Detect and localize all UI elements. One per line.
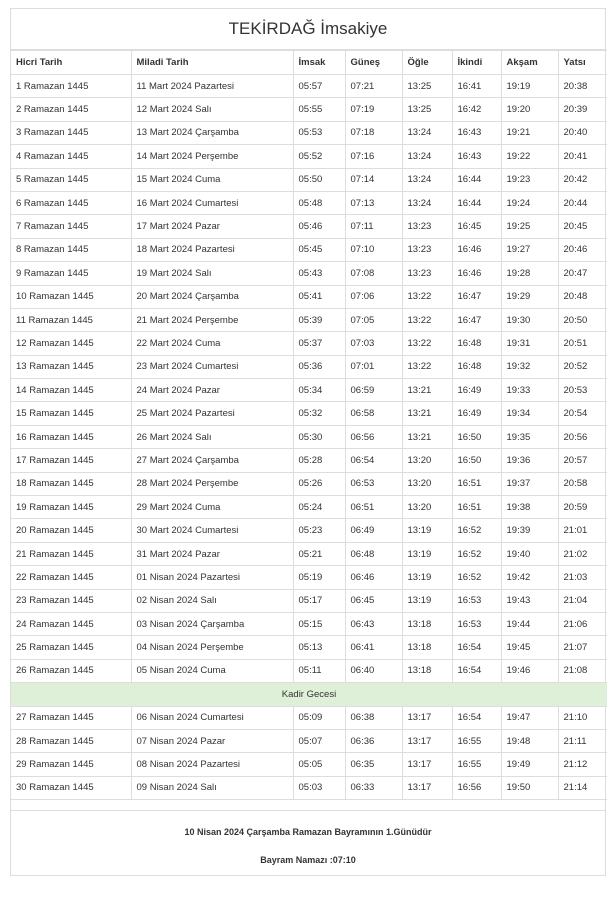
cell-miladi: 14 Mart 2024 Perşembe xyxy=(131,145,293,168)
cell-ogle: 13:19 xyxy=(402,542,452,565)
cell-aksam: 19:31 xyxy=(501,332,558,355)
cell-ogle: 13:19 xyxy=(402,589,452,612)
cell-hicri: 14 Ramazan 1445 xyxy=(11,379,131,402)
cell-gunes: 07:13 xyxy=(345,191,402,214)
table-row xyxy=(11,332,607,355)
cell-hicri: 3 Ramazan 1445 xyxy=(11,121,131,144)
cell-yatsi: 21:03 xyxy=(558,566,607,589)
cell-imsak: 05:46 xyxy=(293,215,345,238)
cell-ikindi: 16:49 xyxy=(452,402,501,425)
table-row xyxy=(11,566,607,589)
cell-miladi: 05 Nisan 2024 Cuma xyxy=(131,659,293,682)
cell-miladi: 16 Mart 2024 Cumartesi xyxy=(131,191,293,214)
cell-gunes: 07:08 xyxy=(345,262,402,285)
cell-imsak: 05:45 xyxy=(293,238,345,261)
cell-ogle: 13:21 xyxy=(402,402,452,425)
header-miladi: Miladi Tarih xyxy=(131,51,293,75)
bayram-prayer-time: Bayram Namazı :07:10 xyxy=(260,855,356,866)
cell-ogle: 13:23 xyxy=(402,262,452,285)
cell-miladi: 22 Mart 2024 Cuma xyxy=(131,332,293,355)
cell-ogle: 13:19 xyxy=(402,566,452,589)
cell-hicri: 23 Ramazan 1445 xyxy=(11,589,131,612)
header-hicri: Hicri Tarih xyxy=(11,51,131,75)
cell-yatsi: 20:38 xyxy=(558,75,607,98)
cell-ikindi: 16:51 xyxy=(452,496,501,519)
cell-gunes: 06:56 xyxy=(345,425,402,448)
cell-aksam: 19:21 xyxy=(501,121,558,144)
table-row xyxy=(11,121,607,144)
cell-imsak: 05:09 xyxy=(293,706,345,729)
cell-aksam: 19:36 xyxy=(501,449,558,472)
cell-imsak: 05:57 xyxy=(293,75,345,98)
cell-imsak: 05:32 xyxy=(293,402,345,425)
cell-imsak: 05:53 xyxy=(293,121,345,144)
cell-miladi: 21 Mart 2024 Perşembe xyxy=(131,308,293,331)
cell-ogle: 13:18 xyxy=(402,659,452,682)
cell-gunes: 06:46 xyxy=(345,566,402,589)
cell-aksam: 19:44 xyxy=(501,612,558,635)
bayram-footer xyxy=(11,810,605,869)
cell-gunes: 06:41 xyxy=(345,636,402,659)
cell-aksam: 19:45 xyxy=(501,636,558,659)
cell-gunes: 07:14 xyxy=(345,168,402,191)
cell-aksam: 19:39 xyxy=(501,519,558,542)
cell-aksam: 19:33 xyxy=(501,379,558,402)
cell-ogle: 13:25 xyxy=(402,75,452,98)
cell-ogle: 13:18 xyxy=(402,612,452,635)
table-row xyxy=(11,215,607,238)
cell-imsak: 05:39 xyxy=(293,308,345,331)
cell-imsak: 05:23 xyxy=(293,519,345,542)
cell-ogle: 13:17 xyxy=(402,706,452,729)
cell-aksam: 19:30 xyxy=(501,308,558,331)
table-row xyxy=(11,191,607,214)
cell-miladi: 23 Mart 2024 Cumartesi xyxy=(131,355,293,378)
cell-yatsi: 21:07 xyxy=(558,636,607,659)
cell-hicri: 20 Ramazan 1445 xyxy=(11,519,131,542)
cell-yatsi: 21:11 xyxy=(558,729,607,752)
cell-gunes: 07:03 xyxy=(345,332,402,355)
cell-yatsi: 20:44 xyxy=(558,191,607,214)
cell-hicri: 28 Ramazan 1445 xyxy=(11,729,131,752)
table-row xyxy=(11,308,607,331)
cell-hicri: 27 Ramazan 1445 xyxy=(11,706,131,729)
cell-ikindi: 16:48 xyxy=(452,355,501,378)
cell-yatsi: 20:46 xyxy=(558,238,607,261)
cell-miladi: 24 Mart 2024 Pazar xyxy=(131,379,293,402)
cell-ikindi: 16:53 xyxy=(452,612,501,635)
cell-aksam: 19:20 xyxy=(501,98,558,121)
cell-gunes: 06:54 xyxy=(345,449,402,472)
cell-aksam: 19:28 xyxy=(501,262,558,285)
table-row xyxy=(11,145,607,168)
cell-ikindi: 16:41 xyxy=(452,75,501,98)
cell-ogle: 13:17 xyxy=(402,776,452,799)
cell-gunes: 06:45 xyxy=(345,589,402,612)
table-row xyxy=(11,659,607,682)
cell-yatsi: 20:56 xyxy=(558,425,607,448)
table-row xyxy=(11,238,607,261)
cell-gunes: 06:36 xyxy=(345,729,402,752)
cell-ikindi: 16:42 xyxy=(452,98,501,121)
cell-gunes: 06:48 xyxy=(345,542,402,565)
imsakiye-panel xyxy=(10,8,606,876)
cell-hicri: 10 Ramazan 1445 xyxy=(11,285,131,308)
cell-yatsi: 20:40 xyxy=(558,121,607,144)
table-row xyxy=(11,589,607,612)
cell-ogle: 13:20 xyxy=(402,472,452,495)
cell-ikindi: 16:52 xyxy=(452,519,501,542)
cell-ikindi: 16:48 xyxy=(452,332,501,355)
cell-ogle: 13:23 xyxy=(402,238,452,261)
cell-miladi: 20 Mart 2024 Çarşamba xyxy=(131,285,293,308)
cell-aksam: 19:49 xyxy=(501,753,558,776)
cell-miladi: 19 Mart 2024 Salı xyxy=(131,262,293,285)
cell-ogle: 13:23 xyxy=(402,215,452,238)
cell-gunes: 06:59 xyxy=(345,379,402,402)
cell-ogle: 13:24 xyxy=(402,191,452,214)
cell-yatsi: 20:42 xyxy=(558,168,607,191)
header-row xyxy=(11,51,607,75)
cell-miladi: 12 Mart 2024 Salı xyxy=(131,98,293,121)
cell-yatsi: 21:06 xyxy=(558,612,607,635)
cell-gunes: 06:38 xyxy=(345,706,402,729)
cell-miladi: 30 Mart 2024 Cumartesi xyxy=(131,519,293,542)
cell-aksam: 19:25 xyxy=(501,215,558,238)
cell-ogle: 13:24 xyxy=(402,145,452,168)
cell-ikindi: 16:50 xyxy=(452,425,501,448)
cell-yatsi: 20:57 xyxy=(558,449,607,472)
kadir-gecesi-row xyxy=(11,683,607,706)
cell-ikindi: 16:46 xyxy=(452,262,501,285)
table-row xyxy=(11,402,607,425)
cell-imsak: 05:24 xyxy=(293,496,345,519)
cell-aksam: 19:35 xyxy=(501,425,558,448)
cell-hicri: 22 Ramazan 1445 xyxy=(11,566,131,589)
table-row xyxy=(11,706,607,729)
header-gunes: Güneş xyxy=(345,51,402,75)
cell-miladi: 08 Nisan 2024 Pazartesi xyxy=(131,753,293,776)
cell-hicri: 7 Ramazan 1445 xyxy=(11,215,131,238)
cell-hicri: 19 Ramazan 1445 xyxy=(11,496,131,519)
cell-yatsi: 20:51 xyxy=(558,332,607,355)
cell-yatsi: 21:10 xyxy=(558,706,607,729)
table-row xyxy=(11,542,607,565)
cell-ikindi: 16:56 xyxy=(452,776,501,799)
cell-ogle: 13:20 xyxy=(402,496,452,519)
header-ogle: Öğle xyxy=(402,51,452,75)
cell-aksam: 19:34 xyxy=(501,402,558,425)
cell-miladi: 01 Nisan 2024 Pazartesi xyxy=(131,566,293,589)
header-imsak: İmsak xyxy=(293,51,345,75)
table-row xyxy=(11,285,607,308)
cell-yatsi: 20:41 xyxy=(558,145,607,168)
cell-imsak: 05:03 xyxy=(293,776,345,799)
cell-imsak: 05:43 xyxy=(293,262,345,285)
cell-aksam: 19:23 xyxy=(501,168,558,191)
cell-aksam: 19:37 xyxy=(501,472,558,495)
cell-aksam: 19:47 xyxy=(501,706,558,729)
cell-ogle: 13:22 xyxy=(402,308,452,331)
page-title: TEKİRDAĞ İmsakiye xyxy=(11,9,605,50)
cell-hicri: 25 Ramazan 1445 xyxy=(11,636,131,659)
cell-ikindi: 16:46 xyxy=(452,238,501,261)
cell-yatsi: 20:52 xyxy=(558,355,607,378)
cell-miladi: 03 Nisan 2024 Çarşamba xyxy=(131,612,293,635)
table-row xyxy=(11,98,607,121)
cell-aksam: 19:29 xyxy=(501,285,558,308)
cell-ikindi: 16:44 xyxy=(452,168,501,191)
cell-ikindi: 16:50 xyxy=(452,449,501,472)
cell-ogle: 13:22 xyxy=(402,332,452,355)
cell-imsak: 05:52 xyxy=(293,145,345,168)
cell-ikindi: 16:51 xyxy=(452,472,501,495)
header-yatsi: Yatsı xyxy=(558,51,607,75)
cell-hicri: 13 Ramazan 1445 xyxy=(11,355,131,378)
cell-hicri: 29 Ramazan 1445 xyxy=(11,753,131,776)
cell-aksam: 19:48 xyxy=(501,729,558,752)
cell-imsak: 05:19 xyxy=(293,566,345,589)
cell-miladi: 25 Mart 2024 Pazartesi xyxy=(131,402,293,425)
cell-hicri: 1 Ramazan 1445 xyxy=(11,75,131,98)
cell-hicri: 9 Ramazan 1445 xyxy=(11,262,131,285)
cell-miladi: 07 Nisan 2024 Pazar xyxy=(131,729,293,752)
cell-ikindi: 16:43 xyxy=(452,121,501,144)
table-row xyxy=(11,355,607,378)
cell-imsak: 05:15 xyxy=(293,612,345,635)
cell-hicri: 8 Ramazan 1445 xyxy=(11,238,131,261)
cell-gunes: 06:40 xyxy=(345,659,402,682)
cell-ogle: 13:21 xyxy=(402,425,452,448)
cell-miladi: 09 Nisan 2024 Salı xyxy=(131,776,293,799)
cell-hicri: 17 Ramazan 1445 xyxy=(11,449,131,472)
cell-ogle: 13:17 xyxy=(402,729,452,752)
cell-imsak: 05:50 xyxy=(293,168,345,191)
cell-imsak: 05:36 xyxy=(293,355,345,378)
cell-gunes: 07:16 xyxy=(345,145,402,168)
cell-ikindi: 16:54 xyxy=(452,659,501,682)
table-row xyxy=(11,519,607,542)
table-row xyxy=(11,753,607,776)
cell-ogle: 13:19 xyxy=(402,519,452,542)
cell-ogle: 13:20 xyxy=(402,449,452,472)
cell-gunes: 06:49 xyxy=(345,519,402,542)
cell-hicri: 2 Ramazan 1445 xyxy=(11,98,131,121)
cell-yatsi: 20:53 xyxy=(558,379,607,402)
cell-hicri: 12 Ramazan 1445 xyxy=(11,332,131,355)
cell-miladi: 13 Mart 2024 Çarşamba xyxy=(131,121,293,144)
cell-yatsi: 20:48 xyxy=(558,285,607,308)
cell-miladi: 26 Mart 2024 Salı xyxy=(131,425,293,448)
cell-aksam: 19:43 xyxy=(501,589,558,612)
cell-hicri: 18 Ramazan 1445 xyxy=(11,472,131,495)
cell-ikindi: 16:52 xyxy=(452,566,501,589)
cell-yatsi: 21:12 xyxy=(558,753,607,776)
cell-imsak: 05:13 xyxy=(293,636,345,659)
cell-miladi: 18 Mart 2024 Pazartesi xyxy=(131,238,293,261)
cell-imsak: 05:21 xyxy=(293,542,345,565)
cell-ikindi: 16:49 xyxy=(452,379,501,402)
cell-miladi: 31 Mart 2024 Pazar xyxy=(131,542,293,565)
cell-gunes: 06:43 xyxy=(345,612,402,635)
cell-ogle: 13:18 xyxy=(402,636,452,659)
cell-yatsi: 20:54 xyxy=(558,402,607,425)
cell-ikindi: 16:53 xyxy=(452,589,501,612)
cell-imsak: 05:34 xyxy=(293,379,345,402)
cell-ikindi: 16:55 xyxy=(452,729,501,752)
cell-miladi: 27 Mart 2024 Çarşamba xyxy=(131,449,293,472)
cell-hicri: 21 Ramazan 1445 xyxy=(11,542,131,565)
table-row xyxy=(11,262,607,285)
cell-hicri: 4 Ramazan 1445 xyxy=(11,145,131,168)
cell-aksam: 19:38 xyxy=(501,496,558,519)
cell-miladi: 04 Nisan 2024 Perşembe xyxy=(131,636,293,659)
cell-hicri: 11 Ramazan 1445 xyxy=(11,308,131,331)
cell-ikindi: 16:47 xyxy=(452,308,501,331)
cell-imsak: 05:41 xyxy=(293,285,345,308)
cell-yatsi: 20:45 xyxy=(558,215,607,238)
cell-miladi: 15 Mart 2024 Cuma xyxy=(131,168,293,191)
cell-hicri: 30 Ramazan 1445 xyxy=(11,776,131,799)
cell-hicri: 24 Ramazan 1445 xyxy=(11,612,131,635)
cell-ikindi: 16:43 xyxy=(452,145,501,168)
cell-miladi: 11 Mart 2024 Pazartesi xyxy=(131,75,293,98)
cell-ikindi: 16:54 xyxy=(452,636,501,659)
cell-yatsi: 20:50 xyxy=(558,308,607,331)
cell-miladi: 06 Nisan 2024 Cumartesi xyxy=(131,706,293,729)
cell-imsak: 05:05 xyxy=(293,753,345,776)
cell-ikindi: 16:45 xyxy=(452,215,501,238)
imsakiye-table xyxy=(11,50,607,800)
table-row xyxy=(11,449,607,472)
cell-gunes: 07:19 xyxy=(345,98,402,121)
cell-ogle: 13:22 xyxy=(402,285,452,308)
cell-imsak: 05:30 xyxy=(293,425,345,448)
cell-ikindi: 16:52 xyxy=(452,542,501,565)
cell-yatsi: 20:39 xyxy=(558,98,607,121)
bayram-date-note: 10 Nisan 2024 Çarşamba Ramazan Bayramının 1.Günüdür xyxy=(184,827,432,838)
cell-yatsi: 21:04 xyxy=(558,589,607,612)
cell-hicri: 6 Ramazan 1445 xyxy=(11,191,131,214)
cell-ogle: 13:25 xyxy=(402,98,452,121)
cell-aksam: 19:46 xyxy=(501,659,558,682)
cell-yatsi: 20:59 xyxy=(558,496,607,519)
cell-aksam: 19:24 xyxy=(501,191,558,214)
cell-hicri: 16 Ramazan 1445 xyxy=(11,425,131,448)
cell-gunes: 06:33 xyxy=(345,776,402,799)
cell-yatsi: 21:08 xyxy=(558,659,607,682)
cell-ogle: 13:17 xyxy=(402,753,452,776)
cell-imsak: 05:07 xyxy=(293,729,345,752)
cell-yatsi: 20:58 xyxy=(558,472,607,495)
table-row xyxy=(11,729,607,752)
cell-imsak: 05:55 xyxy=(293,98,345,121)
cell-ikindi: 16:47 xyxy=(452,285,501,308)
cell-imsak: 05:17 xyxy=(293,589,345,612)
cell-imsak: 05:26 xyxy=(293,472,345,495)
table-row xyxy=(11,168,607,191)
table-row xyxy=(11,75,607,98)
cell-miladi: 02 Nisan 2024 Salı xyxy=(131,589,293,612)
cell-imsak: 05:37 xyxy=(293,332,345,355)
cell-ogle: 13:24 xyxy=(402,121,452,144)
cell-gunes: 07:01 xyxy=(345,355,402,378)
cell-yatsi: 21:02 xyxy=(558,542,607,565)
cell-aksam: 19:50 xyxy=(501,776,558,799)
cell-aksam: 19:22 xyxy=(501,145,558,168)
table-row xyxy=(11,496,607,519)
cell-ikindi: 16:54 xyxy=(452,706,501,729)
table-row xyxy=(11,776,607,799)
cell-gunes: 06:58 xyxy=(345,402,402,425)
header-aksam: Akşam xyxy=(501,51,558,75)
cell-hicri: 15 Ramazan 1445 xyxy=(11,402,131,425)
cell-ogle: 13:21 xyxy=(402,379,452,402)
cell-gunes: 07:11 xyxy=(345,215,402,238)
cell-ogle: 13:24 xyxy=(402,168,452,191)
cell-aksam: 19:32 xyxy=(501,355,558,378)
cell-aksam: 19:42 xyxy=(501,566,558,589)
cell-aksam: 19:19 xyxy=(501,75,558,98)
cell-miladi: 28 Mart 2024 Perşembe xyxy=(131,472,293,495)
table-row xyxy=(11,636,607,659)
cell-gunes: 06:51 xyxy=(345,496,402,519)
cell-yatsi: 21:14 xyxy=(558,776,607,799)
cell-gunes: 07:21 xyxy=(345,75,402,98)
cell-yatsi: 21:01 xyxy=(558,519,607,542)
cell-gunes: 07:06 xyxy=(345,285,402,308)
cell-hicri: 26 Ramazan 1445 xyxy=(11,659,131,682)
cell-gunes: 06:35 xyxy=(345,753,402,776)
cell-gunes: 07:05 xyxy=(345,308,402,331)
cell-yatsi: 20:47 xyxy=(558,262,607,285)
cell-ikindi: 16:55 xyxy=(452,753,501,776)
cell-imsak: 05:48 xyxy=(293,191,345,214)
kadir-gecesi-label: Kadir Gecesi xyxy=(11,683,607,706)
cell-imsak: 05:11 xyxy=(293,659,345,682)
cell-ikindi: 16:44 xyxy=(452,191,501,214)
header-ikindi: İkindi xyxy=(452,51,501,75)
cell-hicri: 5 Ramazan 1445 xyxy=(11,168,131,191)
cell-gunes: 07:18 xyxy=(345,121,402,144)
table-row xyxy=(11,472,607,495)
cell-miladi: 29 Mart 2024 Cuma xyxy=(131,496,293,519)
cell-imsak: 05:28 xyxy=(293,449,345,472)
cell-gunes: 07:10 xyxy=(345,238,402,261)
cell-gunes: 06:53 xyxy=(345,472,402,495)
cell-miladi: 17 Mart 2024 Pazar xyxy=(131,215,293,238)
table-row xyxy=(11,612,607,635)
table-row xyxy=(11,379,607,402)
table-row xyxy=(11,425,607,448)
cell-aksam: 19:40 xyxy=(501,542,558,565)
cell-ogle: 13:22 xyxy=(402,355,452,378)
cell-aksam: 19:27 xyxy=(501,238,558,261)
